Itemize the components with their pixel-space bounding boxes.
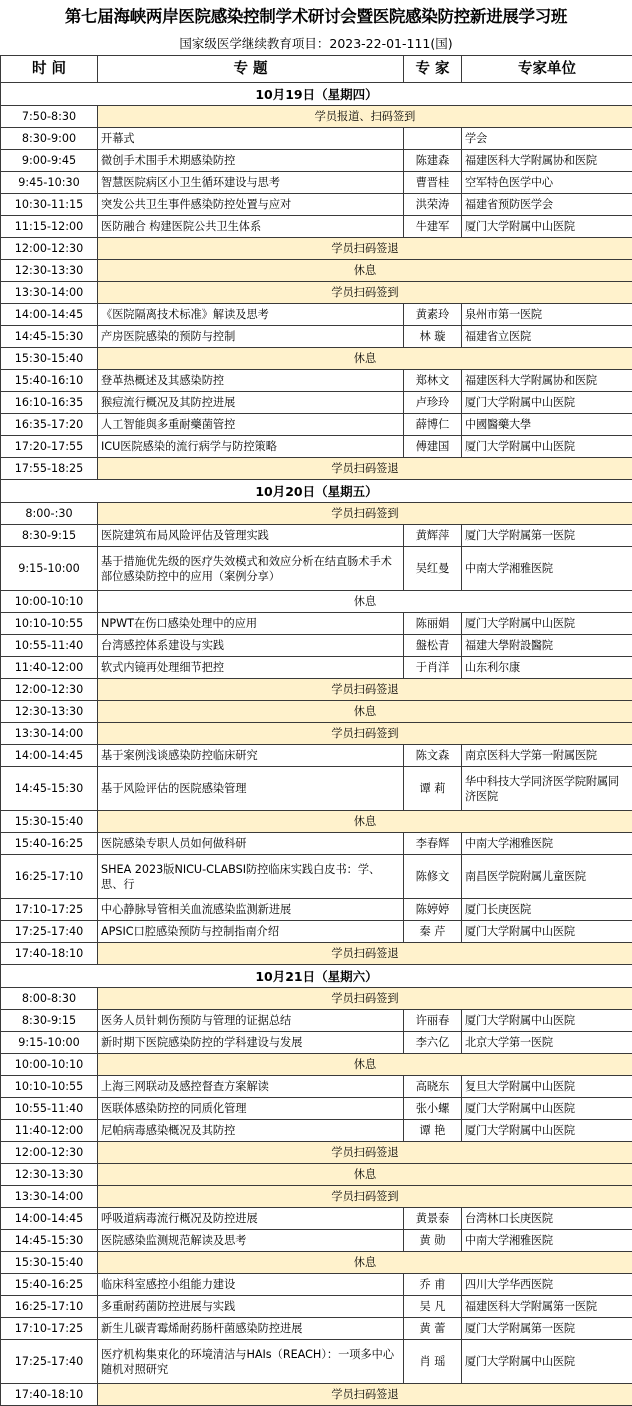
expert-cell: 薛博仁 bbox=[404, 414, 462, 436]
banner-row bbox=[1, 503, 632, 525]
banner-text: 休息 bbox=[98, 591, 632, 613]
rest-row bbox=[1, 591, 632, 613]
org-cell: 厦门大学附属中山医院 bbox=[462, 1010, 632, 1032]
time-cell: 16:10-16:35 bbox=[1, 392, 98, 414]
time-cell: 10:10-10:55 bbox=[1, 1076, 98, 1098]
topic-cell: 上海三网联动及感控督查方案解读 bbox=[98, 1076, 404, 1098]
org-cell: 中南大学湘雅医院 bbox=[462, 547, 632, 591]
session-row bbox=[1, 150, 632, 172]
expert-cell: 肖 瑶 bbox=[404, 1340, 462, 1384]
org-cell: 华中科技大学同济医学院附属同济医院 bbox=[462, 767, 632, 811]
org-cell: 厦门大学附属中山医院 bbox=[462, 436, 632, 458]
org-cell: 厦门长庚医院 bbox=[462, 899, 632, 921]
time-cell: 14:00-14:45 bbox=[1, 1208, 98, 1230]
expert-cell: 黄素玲 bbox=[404, 304, 462, 326]
banner-row bbox=[1, 811, 632, 833]
time-cell: 15:40-16:25 bbox=[1, 1274, 98, 1296]
session-row bbox=[1, 767, 632, 811]
session-row bbox=[1, 1098, 632, 1120]
session-row bbox=[1, 1120, 632, 1142]
time-cell: 16:25-17:10 bbox=[1, 1296, 98, 1318]
session-row bbox=[1, 194, 632, 216]
org-cell: 中南大学湘雅医院 bbox=[462, 833, 632, 855]
expert-cell: 谭 艳 bbox=[404, 1120, 462, 1142]
expert-cell: 卢珍玲 bbox=[404, 392, 462, 414]
time-cell: 15:40-16:10 bbox=[1, 370, 98, 392]
topic-cell: 尼帕病毒感染概况及其防控 bbox=[98, 1120, 404, 1142]
org-cell: 福建大學附設醫院 bbox=[462, 635, 632, 657]
expert-cell: 陈建森 bbox=[404, 150, 462, 172]
org-cell: 厦门大学附属第一医院 bbox=[462, 1318, 632, 1340]
org-cell: 厦门大学附属第一医院 bbox=[462, 525, 632, 547]
page-title: 第七届海峡两岸医院感染控制学术研讨会暨医院感染防控新进展学习班 bbox=[0, 0, 632, 33]
time-cell: 10:00-10:10 bbox=[1, 591, 98, 613]
banner-text: 学员扫码签到 bbox=[98, 723, 632, 745]
expert-cell: 李六亿 bbox=[404, 1032, 462, 1054]
org-cell: 空军特色医学中心 bbox=[462, 172, 632, 194]
topic-cell: 医务人员针刺伤预防与管理的证据总结 bbox=[98, 1010, 404, 1032]
topic-cell: 软式内镜再处理细节把控 bbox=[98, 657, 404, 679]
session-row bbox=[1, 1230, 632, 1252]
session-row bbox=[1, 128, 632, 150]
banner-row bbox=[1, 988, 632, 1010]
org-cell: 厦门大学附属中山医院 bbox=[462, 613, 632, 635]
session-row bbox=[1, 1274, 632, 1296]
org-cell: 四川大学华西医院 bbox=[462, 1274, 632, 1296]
time-cell: 14:45-15:30 bbox=[1, 1230, 98, 1252]
time-cell: 13:30-14:00 bbox=[1, 723, 98, 745]
topic-cell: NPWT在伤口感染处理中的应用 bbox=[98, 613, 404, 635]
banner-text: 学员扫码签退 bbox=[98, 1142, 632, 1164]
expert-cell: 李春辉 bbox=[404, 833, 462, 855]
time-cell: 9:15-10:00 bbox=[1, 1032, 98, 1054]
time-cell: 8:30-9:15 bbox=[1, 525, 98, 547]
time-cell: 9:15-10:00 bbox=[1, 547, 98, 591]
topic-cell: 突发公共卫生事件感染防控处置与应对 bbox=[98, 194, 404, 216]
banner-row bbox=[1, 1252, 632, 1274]
topic-cell: 呼吸道病毒流行概况及防控进展 bbox=[98, 1208, 404, 1230]
time-cell: 7:50-8:30 bbox=[1, 106, 98, 128]
day-heading-row bbox=[1, 480, 632, 503]
time-cell: 17:40-18:10 bbox=[1, 1384, 98, 1406]
banner-text: 休息 bbox=[98, 1164, 632, 1186]
org-cell: 厦门大学附属中山医院 bbox=[462, 1098, 632, 1120]
banner-row bbox=[1, 1164, 632, 1186]
time-cell: 17:55-18:25 bbox=[1, 458, 98, 480]
topic-cell: 登革热概述及其感染防控 bbox=[98, 370, 404, 392]
topic-cell: 临床科室感控小组能力建设 bbox=[98, 1274, 404, 1296]
expert-cell bbox=[404, 128, 462, 150]
time-cell: 11:15-12:00 bbox=[1, 216, 98, 238]
session-row bbox=[1, 392, 632, 414]
session-row bbox=[1, 414, 632, 436]
time-cell: 10:30-11:15 bbox=[1, 194, 98, 216]
expert-cell: 高晓东 bbox=[404, 1076, 462, 1098]
schedule-body bbox=[1, 56, 632, 1406]
header-row bbox=[1, 56, 632, 83]
time-cell: 16:35-17:20 bbox=[1, 414, 98, 436]
header-expert: 专 家 bbox=[404, 56, 462, 83]
expert-cell: 洪荣涛 bbox=[404, 194, 462, 216]
time-cell: 13:30-14:00 bbox=[1, 282, 98, 304]
topic-cell: 多重耐药菌防控进展与实践 bbox=[98, 1296, 404, 1318]
banner-text: 学员扫码签到 bbox=[98, 282, 632, 304]
banner-row bbox=[1, 1142, 632, 1164]
time-cell: 17:10-17:25 bbox=[1, 899, 98, 921]
org-cell: 厦门大学附属中山医院 bbox=[462, 216, 632, 238]
expert-cell: 傅建国 bbox=[404, 436, 462, 458]
time-cell: 8:30-9:00 bbox=[1, 128, 98, 150]
session-row bbox=[1, 1032, 632, 1054]
time-cell: 15:30-15:40 bbox=[1, 348, 98, 370]
expert-cell: 黄 蕾 bbox=[404, 1318, 462, 1340]
banner-row bbox=[1, 348, 632, 370]
time-cell: 8:30-9:15 bbox=[1, 1010, 98, 1032]
day-heading: 10月19日（星期四） bbox=[1, 83, 632, 106]
day-heading-row bbox=[1, 83, 632, 106]
time-cell: 14:00-14:45 bbox=[1, 745, 98, 767]
org-cell: 福建省立医院 bbox=[462, 326, 632, 348]
topic-cell: 微创手术围手术期感染防控 bbox=[98, 150, 404, 172]
session-row bbox=[1, 172, 632, 194]
expert-cell: 陈丽娟 bbox=[404, 613, 462, 635]
time-cell: 10:10-10:55 bbox=[1, 613, 98, 635]
time-cell: 12:30-13:30 bbox=[1, 1164, 98, 1186]
banner-text: 学员扫码签到 bbox=[98, 1186, 632, 1208]
time-cell: 8:00-8:30 bbox=[1, 988, 98, 1010]
session-row bbox=[1, 1296, 632, 1318]
topic-cell: 智慧医院病区小卫生循环建设与思考 bbox=[98, 172, 404, 194]
time-cell: 15:30-15:40 bbox=[1, 1252, 98, 1274]
banner-row bbox=[1, 238, 632, 260]
time-cell: 12:30-13:30 bbox=[1, 701, 98, 723]
session-row bbox=[1, 921, 632, 943]
page-subtitle: 国家级医学继续教育项目：2023-22-01-111(国) bbox=[0, 33, 632, 55]
time-cell: 10:00-10:10 bbox=[1, 1054, 98, 1076]
topic-cell: 开幕式 bbox=[98, 128, 404, 150]
time-cell: 12:00-12:30 bbox=[1, 238, 98, 260]
expert-cell: 吴红曼 bbox=[404, 547, 462, 591]
header-topic: 专 题 bbox=[98, 56, 404, 83]
banner-text: 休息 bbox=[98, 1054, 632, 1076]
topic-cell: 产房医院感染的预防与控制 bbox=[98, 326, 404, 348]
time-cell: 13:30-14:00 bbox=[1, 1186, 98, 1208]
expert-cell: 曹晋桂 bbox=[404, 172, 462, 194]
time-cell: 12:00-12:30 bbox=[1, 679, 98, 701]
time-cell: 16:25-17:10 bbox=[1, 855, 98, 899]
session-row bbox=[1, 833, 632, 855]
banner-text: 学员扫码签到 bbox=[98, 503, 632, 525]
banner-text: 学员扫码签退 bbox=[98, 458, 632, 480]
topic-cell: 医疗机构集束化的环境清洁与HAIs（REACH）：一项多中心随机对照研究 bbox=[98, 1340, 404, 1384]
time-cell: 14:45-15:30 bbox=[1, 326, 98, 348]
banner-row bbox=[1, 282, 632, 304]
org-cell: 北京大学第一医院 bbox=[462, 1032, 632, 1054]
expert-cell: 黄景泰 bbox=[404, 1208, 462, 1230]
session-row bbox=[1, 1076, 632, 1098]
time-cell: 14:45-15:30 bbox=[1, 767, 98, 811]
session-row bbox=[1, 326, 632, 348]
org-cell: 台湾林口长庚医院 bbox=[462, 1208, 632, 1230]
time-cell: 11:40-12:00 bbox=[1, 657, 98, 679]
org-cell: 泉州市第一医院 bbox=[462, 304, 632, 326]
banner-text: 学员扫码签退 bbox=[98, 679, 632, 701]
banner-text: 休息 bbox=[98, 1252, 632, 1274]
day-heading: 10月21日（星期六） bbox=[1, 965, 632, 988]
schedule-table bbox=[0, 55, 632, 1406]
time-cell: 10:55-11:40 bbox=[1, 1098, 98, 1120]
time-cell: 17:20-17:55 bbox=[1, 436, 98, 458]
org-cell: 厦门大学附属中山医院 bbox=[462, 392, 632, 414]
day-heading-row bbox=[1, 965, 632, 988]
banner-text: 学员报道、扫码签到 bbox=[98, 106, 632, 128]
org-cell: 中南大学湘雅医院 bbox=[462, 1230, 632, 1252]
time-cell: 12:30-13:30 bbox=[1, 260, 98, 282]
banner-text: 学员扫码签退 bbox=[98, 238, 632, 260]
expert-cell: 乔 甫 bbox=[404, 1274, 462, 1296]
expert-cell: 陈婷婷 bbox=[404, 899, 462, 921]
topic-cell: 中心静脉导管相关血流感染监测新进展 bbox=[98, 899, 404, 921]
banner-row bbox=[1, 458, 632, 480]
banner-row bbox=[1, 701, 632, 723]
session-row bbox=[1, 525, 632, 547]
expert-cell: 郑林文 bbox=[404, 370, 462, 392]
time-cell: 17:25-17:40 bbox=[1, 921, 98, 943]
banner-text: 休息 bbox=[98, 811, 632, 833]
topic-cell: 新时期下医院感染防控的学科建设与发展 bbox=[98, 1032, 404, 1054]
session-row bbox=[1, 1340, 632, 1384]
banner-row bbox=[1, 106, 632, 128]
session-row bbox=[1, 855, 632, 899]
time-cell: 17:10-17:25 bbox=[1, 1318, 98, 1340]
session-row bbox=[1, 657, 632, 679]
org-cell: 山东利尔康 bbox=[462, 657, 632, 679]
org-cell: 厦门大学附属中山医院 bbox=[462, 1340, 632, 1384]
banner-row bbox=[1, 1384, 632, 1406]
banner-row bbox=[1, 679, 632, 701]
session-row bbox=[1, 304, 632, 326]
header-time: 时 间 bbox=[1, 56, 98, 83]
org-cell: 福建医科大学附属第一医院 bbox=[462, 1296, 632, 1318]
banner-text: 学员扫码签退 bbox=[98, 943, 632, 965]
banner-text: 休息 bbox=[98, 701, 632, 723]
banner-row bbox=[1, 1054, 632, 1076]
topic-cell: 医院感染监测规范解读及思考 bbox=[98, 1230, 404, 1252]
topic-cell: 医联体感染防控的同质化管理 bbox=[98, 1098, 404, 1120]
org-cell: 学会 bbox=[462, 128, 632, 150]
banner-text: 学员扫码签到 bbox=[98, 988, 632, 1010]
topic-cell: 基于措施优先级的医疗失效模式和效应分析在结直肠术手术部位感染防控中的应用（案例分享） bbox=[98, 547, 404, 591]
time-cell: 15:30-15:40 bbox=[1, 811, 98, 833]
time-cell: 17:25-17:40 bbox=[1, 1340, 98, 1384]
session-row bbox=[1, 635, 632, 657]
session-row bbox=[1, 436, 632, 458]
expert-cell: 吴 凡 bbox=[404, 1296, 462, 1318]
org-cell: 复旦大学附属中山医院 bbox=[462, 1076, 632, 1098]
session-row bbox=[1, 613, 632, 635]
expert-cell: 张小螺 bbox=[404, 1098, 462, 1120]
session-row bbox=[1, 1010, 632, 1032]
org-cell: 中國醫藥大學 bbox=[462, 414, 632, 436]
session-row bbox=[1, 745, 632, 767]
org-cell: 厦门大学附属中山医院 bbox=[462, 921, 632, 943]
expert-cell: 黄辉萍 bbox=[404, 525, 462, 547]
time-cell: 11:40-12:00 bbox=[1, 1120, 98, 1142]
topic-cell: 基于风险评估的医院感染管理 bbox=[98, 767, 404, 811]
banner-row bbox=[1, 723, 632, 745]
banner-text: 休息 bbox=[98, 348, 632, 370]
org-cell: 南京医科大学第一附属医院 bbox=[462, 745, 632, 767]
org-cell: 福建医科大学附属协和医院 bbox=[462, 370, 632, 392]
session-row bbox=[1, 547, 632, 591]
time-cell: 15:40-16:25 bbox=[1, 833, 98, 855]
time-cell: 8:00-:30 bbox=[1, 503, 98, 525]
session-row bbox=[1, 1208, 632, 1230]
expert-cell: 陈文森 bbox=[404, 745, 462, 767]
topic-cell: 基于案例浅谈感染防控临床研究 bbox=[98, 745, 404, 767]
time-cell: 12:00-12:30 bbox=[1, 1142, 98, 1164]
banner-row bbox=[1, 260, 632, 282]
topic-cell: 新生儿碳青霉烯耐药肠杆菌感染防控进展 bbox=[98, 1318, 404, 1340]
day-heading: 10月20日（星期五） bbox=[1, 480, 632, 503]
topic-cell: 猴痘流行概况及其防控进展 bbox=[98, 392, 404, 414]
expert-cell: 盤松青 bbox=[404, 635, 462, 657]
expert-cell: 黄 勋 bbox=[404, 1230, 462, 1252]
expert-cell: 牛建军 bbox=[404, 216, 462, 238]
org-cell: 厦门大学附属中山医院 bbox=[462, 1120, 632, 1142]
banner-text: 学员扫码签退 bbox=[98, 1384, 632, 1406]
expert-cell: 谭 莉 bbox=[404, 767, 462, 811]
expert-cell: 林 璇 bbox=[404, 326, 462, 348]
topic-cell: ICU医院感染的流行病学与防控策略 bbox=[98, 436, 404, 458]
expert-cell: 于肖洋 bbox=[404, 657, 462, 679]
topic-cell: 台湾感控体系建设与实践 bbox=[98, 635, 404, 657]
topic-cell: 医防融合 构建医院公共卫生体系 bbox=[98, 216, 404, 238]
time-cell: 9:45-10:30 bbox=[1, 172, 98, 194]
topic-cell: 医院感染专职人员如何做科研 bbox=[98, 833, 404, 855]
time-cell: 10:55-11:40 bbox=[1, 635, 98, 657]
topic-cell: 人工智能與多重耐藥菌管控 bbox=[98, 414, 404, 436]
header-org: 专家单位 bbox=[462, 56, 632, 83]
topic-cell: 《医院隔离技术标准》解读及思考 bbox=[98, 304, 404, 326]
time-cell: 17:40-18:10 bbox=[1, 943, 98, 965]
expert-cell: 秦 芹 bbox=[404, 921, 462, 943]
org-cell: 福建省预防医学会 bbox=[462, 194, 632, 216]
org-cell: 南昌医学院附属儿童医院 bbox=[462, 855, 632, 899]
org-cell: 福建医科大学附属协和医院 bbox=[462, 150, 632, 172]
session-row bbox=[1, 1318, 632, 1340]
topic-cell: SHEA 2023版NICU-CLABSI防控临床实践白皮书：学、思、行 bbox=[98, 855, 404, 899]
banner-row bbox=[1, 943, 632, 965]
topic-cell: 医院建筑布局风险评估及管理实践 bbox=[98, 525, 404, 547]
banner-row bbox=[1, 1186, 632, 1208]
time-cell: 14:00-14:45 bbox=[1, 304, 98, 326]
banner-text: 休息 bbox=[98, 260, 632, 282]
expert-cell: 陈修文 bbox=[404, 855, 462, 899]
expert-cell: 许丽春 bbox=[404, 1010, 462, 1032]
topic-cell: APSIC口腔感染预防与控制指南介绍 bbox=[98, 921, 404, 943]
session-row bbox=[1, 899, 632, 921]
session-row bbox=[1, 370, 632, 392]
time-cell: 9:00-9:45 bbox=[1, 150, 98, 172]
session-row bbox=[1, 216, 632, 238]
